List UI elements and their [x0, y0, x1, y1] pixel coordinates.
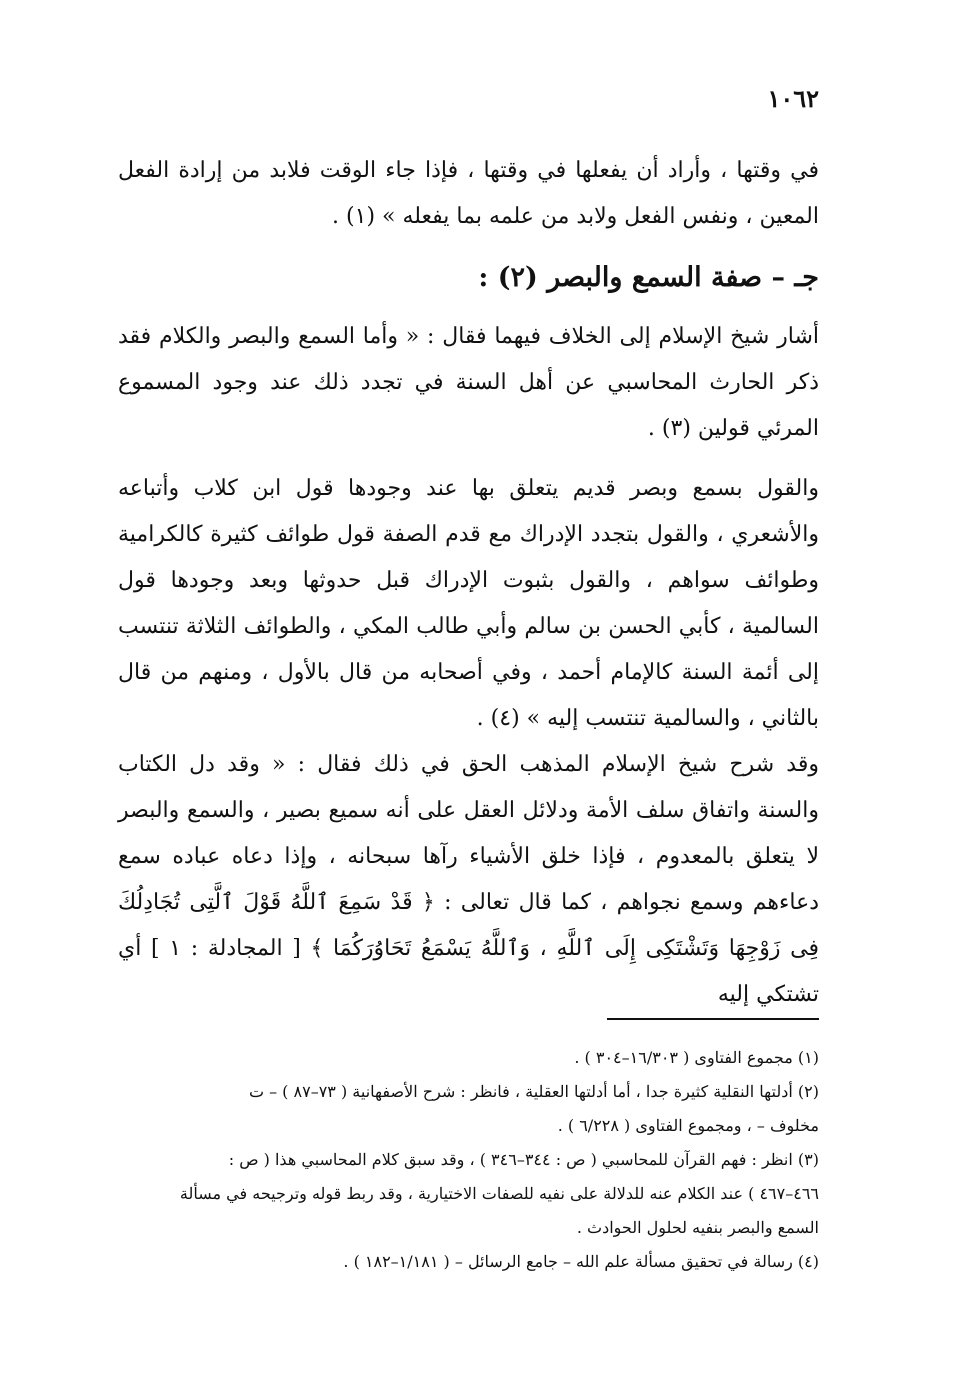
paragraph-text: في وقتها ، وأراد أن يفعلها في وقتها ، فإذا جاء الوقت فلابد من إرادة الفعل المعين ، ونفس الفعل ولابد من علمه بما يفعله » (١) . — [118, 158, 819, 229]
paragraph-1 — [118, 314, 819, 452]
footnote-3-line-2: ٤٦٦–٤٦٧ ) عند الكلام عنه للدلالة على نفيه للصفات الاختيارية ، وقد ربط قوله وترجيحه في مسألة — [179, 1184, 819, 1203]
paragraph-text: والقول بسمع وبصر قديم يتعلق بها عند وجودها قول ابن كلاب وأتباعه والأشعري ، والقول بتجدد الإدراك مع قدم الصفة قول طوائف كثيرة كالكرامية وطوائف سواهم ، والقول بثبوت الإدراك قبل حدوثها وبعد وجودها قول السالمية ، كأبي الحسن بن سالم وأبي طالب المكي ، والطوائف الثلاثة تنتسب إلى أئمة السنة كالإمام أحمد ، وفي أصحابه من قال بالأول ، ومنهم من قال بالثاني ، والسالمية تنتسب إليه » (٤) . — [118, 476, 819, 731]
paragraph-continuation — [118, 148, 819, 240]
page-number: ١٠٦٢ — [767, 84, 819, 113]
paragraph-text: وقد شرح شيخ الإسلام المذهب الحق في ذلك فقال : « وقد دل الكتاب والسنة واتفاق سلف الأمة ودلائل العقل على أنه سميع بصير ، والسمع والبصر لا يتعلق بالمعدوم ، فإذا خلق الأشياء رآها سبحانه ، وإذا دعاه عباده سمع دعاءهم وسمع نجواهم ، كما قال تعالى : ﴿ قَدْ سَمِعَ ٱللَّهُ قَوْلَ ٱلَّتِى تُجَادِلُكَ فِى زَوْجِهَا وَتَشْتَكِى إِلَى ٱللَّهِ ، وَٱللَّهُ يَسْمَعُ تَحَاوُرَكُمَا ﴾ [ المجادلة : ١ ] أي تشتكي إليه — [118, 752, 819, 1007]
footnote-3-line-1: (٣) انظر : فهم القرآن للمحاسبي ( ص : ٣٤٤–٣٤٦ ) ، وقد سبق كلام المحاسبي هذا ( ص : — [228, 1150, 819, 1169]
footnote-1: (١) مجموع الفتاوى ( ١٦/٣٠٣–٣٠٤ ) . — [574, 1048, 819, 1067]
footnote-3-line-3: السمع والبصر بنفيه لحلول الحوادث . — [576, 1218, 819, 1237]
footnotes — [118, 1042, 819, 1280]
paragraph-text: أشار شيخ الإسلام إلى الخلاف فيهما فقال : « وأما السمع والبصر والكلام فقد ذكر الحارث المحاسبي عن أهل السنة في تجدد ذلك عند وجود المسموع المرئي قولين (٣) . — [118, 324, 819, 441]
footnote-2-line-1: (٢) أدلتها النقلية كثيرة جدا ، أما أدلتها العقلية ، فانظر : شرح الأصفهانية ( ٧٣–٨٧ ) – ت — [248, 1082, 819, 1101]
paragraph-3 — [118, 742, 819, 1018]
paragraph-2 — [118, 466, 819, 742]
footnote-2-line-2: مخلوف – ، ومجموع الفتاوى ( ٦/٢٢٨ ) . — [557, 1116, 819, 1135]
footnote-separator — [607, 1018, 819, 1020]
footnote-4: (٤) رسالة في تحقيق مسألة علم الله – جامع الرسائل – ( ١/١٨١–١٨٢ ) . — [343, 1252, 819, 1271]
section-heading: جـ – صفة السمع والبصر (٢) : — [478, 262, 819, 293]
